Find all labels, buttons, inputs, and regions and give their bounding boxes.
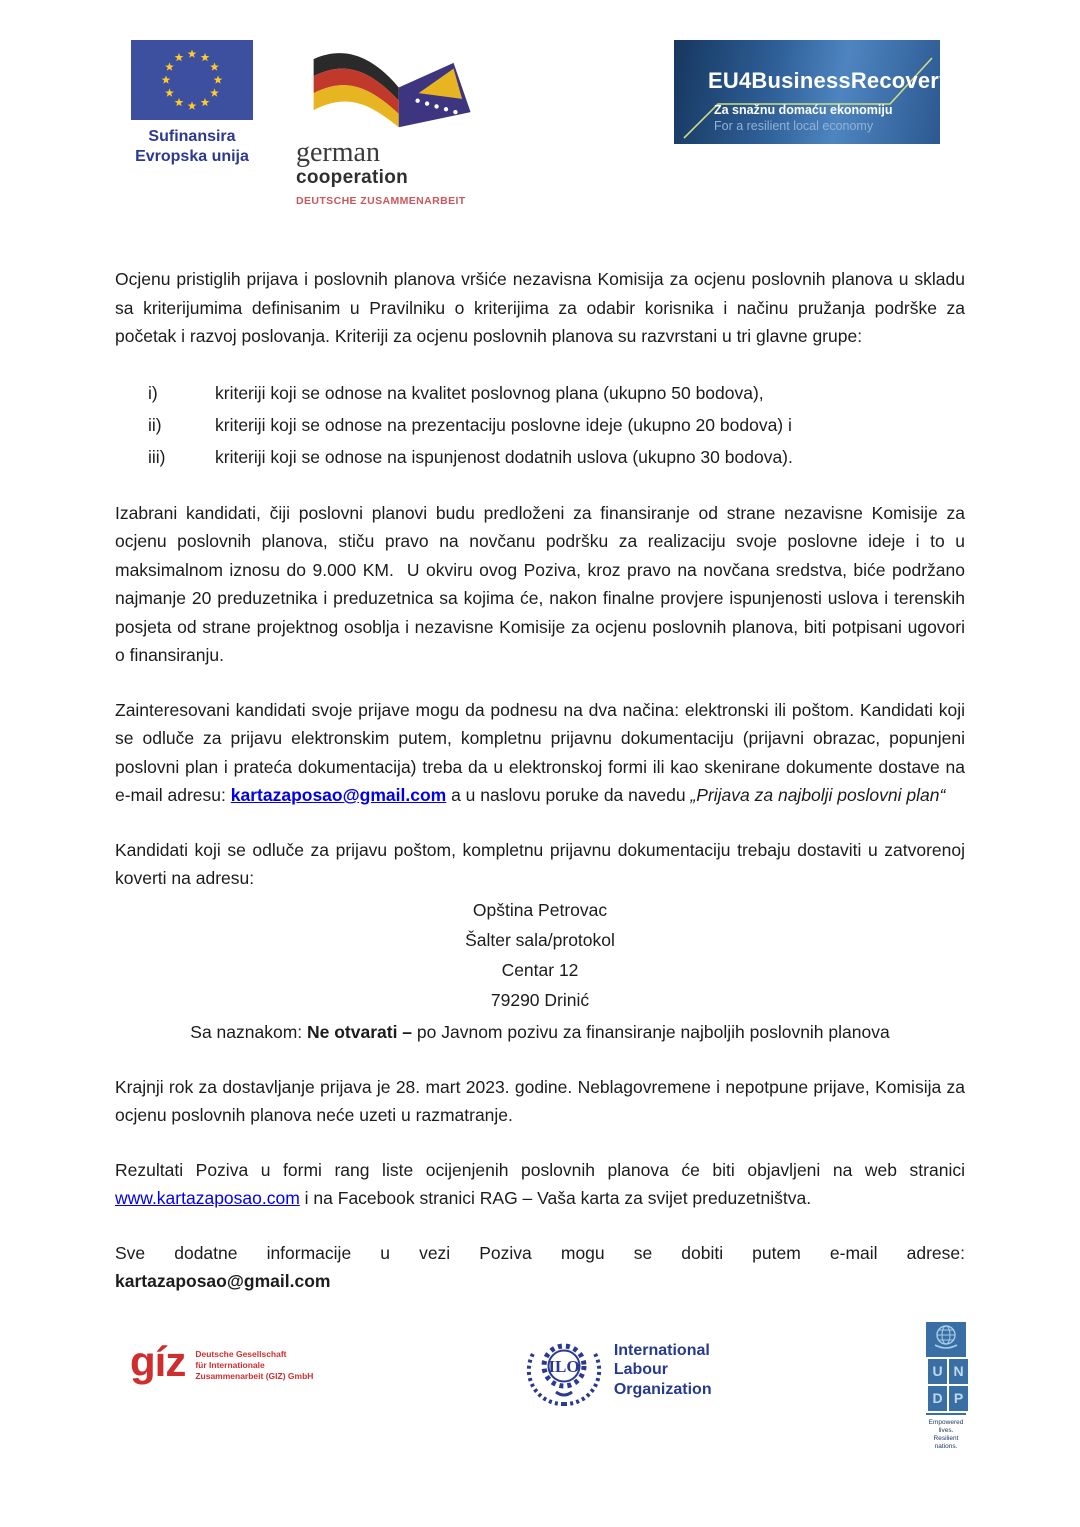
document-body <box>0 265 1080 1296</box>
paragraph-evaluation-criteria: Ocjenu pristiglih prijava i poslovnih planova vršiće nezavisna Komisija za ocjenu poslovnih planova u skladu sa kriterijumima definisanim u Pravilniku o kriterijima za odabir korisnika i načinu pružanja podrške za početak i razvoj poslovanja. Kriteriji za ocjenu poslovnih planova su razvrstani u tri glavne grupe: <box>115 269 965 346</box>
svg-text:ILO: ILO <box>548 1357 580 1376</box>
ilo-logo-block <box>526 1330 712 1410</box>
undp-letter-u: U <box>928 1359 947 1384</box>
ilo-text-line1: International <box>613 1341 710 1359</box>
german-cooperation-logo-block <box>296 44 486 207</box>
results-text-after-link: i na Facebook stranici RAG – Vaša karta za svijet preduzetništva. <box>299 1188 812 1208</box>
subject-line-quote: „Prijava za najbolji poslovni plan“ <box>690 785 946 805</box>
eu-flag-icon <box>131 40 253 120</box>
giz-text-line2: für Internationale <box>195 1360 265 1370</box>
german-cooperation-subtitle: DEUTSCHE ZUSAMMENARBEIT <box>296 195 466 207</box>
giz-logo-text <box>195 1344 313 1382</box>
eu-logo-block <box>126 40 258 207</box>
ilo-logo-text <box>614 1341 712 1400</box>
banner-subtitle-local: Za snažnu domaću ekonomiju <box>714 103 893 117</box>
address-line-postcode: 79290 Drinić <box>490 989 590 1010</box>
paragraph-postal-application: Kandidati koji se odluče za prijavu poštom, kompletnu prijavnu dokumentaciju trebaju dostaviti u zatvorenoj koverti na adresu: <box>115 839 965 888</box>
postal-address-block <box>115 895 965 1047</box>
ilo-text-line2: Labour <box>613 1361 669 1379</box>
undp-letter-p: P <box>949 1386 968 1411</box>
paragraph-contact-info: Sve dodatne informacije u vezi Poziva mogu se dobiti putem e-mail adrese: <box>115 1242 965 1263</box>
undp-tagline-line2: Resilient nations. <box>933 1435 959 1450</box>
address-line-municipality: Opština Petrovac <box>472 899 608 920</box>
eu-caption <box>126 127 258 167</box>
undp-logo-icon <box>926 1322 966 1415</box>
envelope-note <box>115 1017 965 1047</box>
ilo-text-line3: Organization <box>613 1380 712 1398</box>
undp-letter-grid <box>926 1357 966 1413</box>
website-link[interactable]: www.kartazaposao.com <box>115 1188 300 1208</box>
paragraph-deadline: Krajnji rok za dostavljanje prijava je 28. mart 2023. godine. Neblagovremene i nepotpune prijave, Komisija za ocjenu poslovnih planova neće uzeti u razmatranje. <box>115 1076 965 1125</box>
german-cooperation-name: german <box>296 137 380 168</box>
paragraph-results <box>115 1156 965 1213</box>
email-link[interactable]: kartazaposao@gmail.com <box>230 785 447 805</box>
note-suffix: po Javnom pozivu za finansiranje najboljih poslovnih planova <box>412 1021 890 1042</box>
undp-logo-block <box>924 1322 968 1451</box>
note-prefix: Sa naznakom: <box>190 1021 307 1042</box>
giz-logo-icon: gíz <box>130 1338 186 1385</box>
list-item <box>115 409 965 441</box>
paragraph-application-methods <box>115 696 965 810</box>
undp-tagline <box>924 1419 968 1451</box>
german-cooperation-ribbon-icon <box>304 44 484 148</box>
list-item-text: kriteriji koji se odnose na prezentaciju poslovne ideje (ukupno 20 bodova) i <box>215 414 792 435</box>
eu4businessrecovery-banner <box>674 40 952 144</box>
results-text-before-link: Rezultati Poziva u formi rang liste ocijenjenih poslovnih planova će biti objavljeni na web stranici <box>115 1159 965 1180</box>
address-line-street: Centar 12 <box>501 959 579 980</box>
undp-letter-n: N <box>949 1359 968 1384</box>
list-item <box>115 441 965 473</box>
list-marker: i) <box>148 382 158 403</box>
note-do-not-open: Ne otvarati – <box>307 1021 413 1042</box>
eu-caption-line1: Sufinansira <box>148 128 236 145</box>
paragraph-selected-candidates: Izabrani kandidati, čiji poslovni planovi budu predloženi za finansiranje od strane nezavisne Komisije za ocjenu poslovnih planova, stiču pravo na novčanu podršku za realizaciju svoje poslovne ideje i to u maksimalnom iznosu do 9.000 KM. U okviru ovog Poziva, kroz pravo na novčana sredstva, biće podržano najmanje 20 preduzetnika i preduzetnica sa kojima će, nakon finalne provjere ispunjenosti uslova i terenskih posjeta od strane projektnog osoblja i nezavisne Komisije za ocjenu poslovnih planova, biti potpisani ugovori o finansiranju. <box>115 502 965 665</box>
list-marker: ii) <box>148 414 162 435</box>
german-cooperation-word: cooperation <box>296 167 409 188</box>
giz-text-line1: Deutsche Gesellschaft <box>195 1349 287 1359</box>
eu-caption-line2: Evropska unija <box>135 148 249 165</box>
list-item-text: kriteriji koji se odnose na kvalitet poslovnog plana (ukupno 50 bodova), <box>215 382 764 403</box>
banner-title: EU4BusinessRecovery <box>708 68 952 93</box>
giz-logo-block <box>130 1338 314 1385</box>
application-text-after-email: a u naslovu poruke da navedu <box>446 785 691 805</box>
header <box>0 0 1080 207</box>
address-line-office: Šalter sala/protokol <box>465 929 615 950</box>
criteria-list <box>115 377 965 473</box>
list-item <box>115 377 965 409</box>
contact-email: kartazaposao@gmail.com <box>115 1271 331 1291</box>
un-emblem-icon <box>926 1322 966 1352</box>
list-marker: iii) <box>148 446 166 467</box>
banner-subtitle-en: For a resilient local economy <box>714 119 874 133</box>
giz-text-line3: Zusammenarbeit (GIZ) GmbH <box>195 1371 314 1381</box>
undp-tagline-line1: Empowered lives. <box>928 1419 964 1434</box>
footer-logos <box>0 1322 1080 1451</box>
funders-logo-group <box>126 40 486 207</box>
application-text-before-email: Zainteresovani kandidati svoje prijave mogu da podnesu na dva načina: elektronski ili poštom. Kandidati koji se odluče za prijavu elektronskim putem, kompletnu prijavnu dokumentaciju (prijavni obrazac, popunjeni poslovni plan i prateća dokumentacija) treba da u elektronskoj formi ili kao skenirane dokumente dostave na e-mail adresu: <box>115 699 965 805</box>
list-item-text: kriteriji koji se odnose na ispunjenost dodatnih uslova (ukupno 30 bodova). <box>215 446 793 467</box>
ilo-emblem-icon <box>526 1330 602 1410</box>
undp-letter-d: D <box>928 1386 947 1411</box>
